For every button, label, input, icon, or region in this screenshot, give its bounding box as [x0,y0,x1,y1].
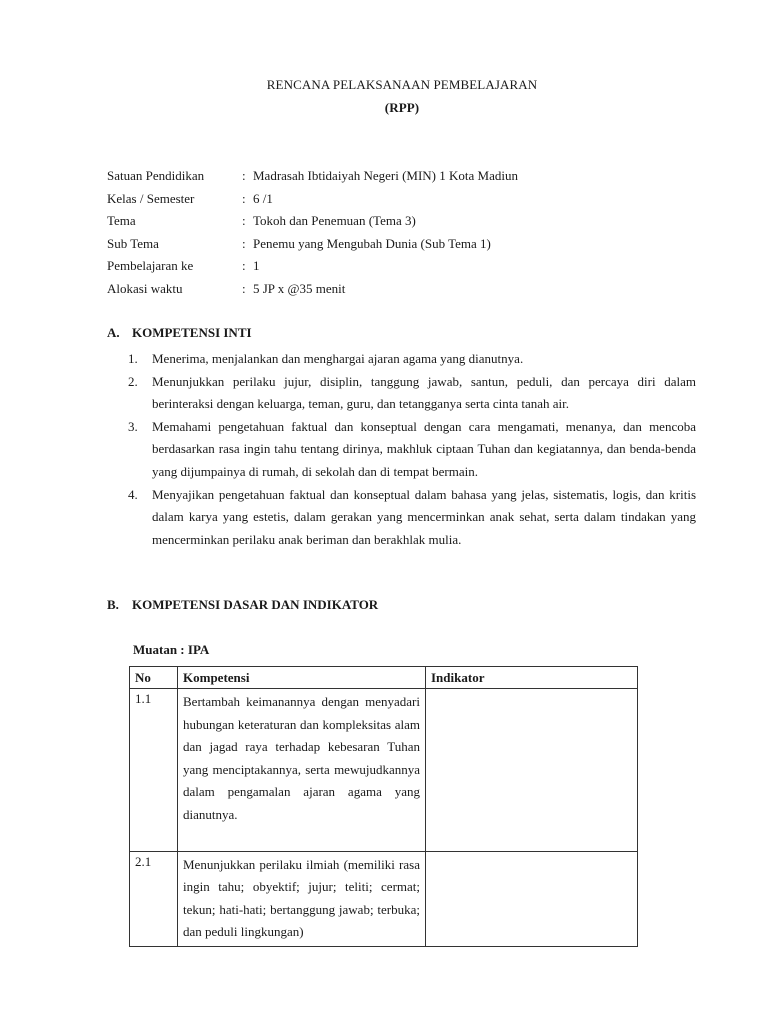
section-b-letter: B. [107,597,119,612]
identity-value: Tokoh dan Penemuan (Tema 3) [253,213,416,229]
section-a-title: KOMPETENSI INTI [132,325,252,340]
identity-label: Satuan Pendidikan [107,168,205,183]
identity-value: 1 [253,258,260,274]
document-title: RENCANA PELAKSANAAN PEMBELAJARAN [266,77,538,92]
header-no: No [130,667,178,689]
list-item-text: Memahami pengetahuan faktual dan konseptual dengan cara mengamati, menanya, dan mencoba berdasarkan rasa ingin tahu tentang dirinya, makhluk ciptaan Tuhan dan kegiatannya, dan benda-benda yang dijumpainya di rumah, di sekolah dan di tempat bermain. [152,418,696,479]
identity-value: 5 JP x @35 menit [253,280,346,296]
kompetensi-text: Bertambah keimanannya dengan menyadari hubungan keteraturan dan kompleksitas alam dan jagad raya terhadap kebesaran Tuhan yang menciptakannya, serta mewujudkannya dalam pengamalan ajaran agama yang dianutnya. [183,694,420,822]
list-item [128,371,696,416]
identity-colon: : [242,258,246,274]
section-a-heading [107,325,252,341]
list-item-text: Menunjukkan perilaku jujur, disiplin, tanggung jawab, santun, peduli, dan percaya diri dalam berinteraksi dengan keluarga, teman, guru, dan tetangganya serta cinta tanah air. [152,373,696,412]
cell-no: 2.1 [130,851,178,946]
kompetensi-text: Menunjukkan perilaku ilmiah (memiliki rasa ingin tahu; obyektif; jujur; teliti; cermat; tekun; hati-hati; bertanggung jawab; terbuka; dan peduli lingkungan) [183,856,420,940]
cell-indikator [426,851,638,946]
spacer [183,827,420,849]
identity-label: Tema [107,213,136,229]
identity-colon: : [242,213,246,229]
list-item-text: Menyajikan pengetahuan faktual dan konseptual dalam bahasa yang jelas, sistematis, logis, dan kritis dalam karya yang estetis, dalam gerakan yang mencerminkan anak sehat, serta dalam tindakan yang mencerminkan perilaku anak beriman dan berakhlak mulia. [152,486,696,547]
section-a-letter: A. [107,325,120,340]
list-item-number: 3. [128,418,138,434]
list-item-text: Menerima, menjalankan dan menghargai ajaran agama yang dianutnya. [152,351,524,366]
identity-row [107,235,667,258]
header-kompetensi: Kompetensi [178,667,426,689]
list-item [128,416,696,484]
identity-value: 6 /1 [253,190,273,206]
identity-label: Pembelajaran ke [107,258,194,274]
kompetensi-inti-list [128,348,696,551]
identity-colon: : [242,235,246,251]
section-b-title: KOMPETENSI DASAR DAN INDIKATOR [132,597,379,612]
identity-label: Sub Tema [107,235,159,251]
identity-colon: : [242,280,246,296]
list-item-number: 2. [128,373,138,389]
kompetensi-dasar-table [129,666,638,947]
identity-value: Penemu yang Mengubah Dunia (Sub Tema 1) [253,235,491,251]
identity-row [107,190,667,213]
list-item-number: 1. [128,351,138,366]
section-b-heading [107,597,378,613]
identity-label: Kelas / Semester [107,190,195,206]
cell-no: 1.1 [130,689,178,852]
document-subtitle: (RPP) [384,100,420,115]
table-header-row [130,667,638,689]
identity-value: Madrasah Ibtidaiyah Negeri (MIN) 1 Kota Madiun [253,168,518,183]
identity-table [107,167,667,303]
list-item [128,484,696,552]
identity-row [107,257,667,280]
identity-label: Alokasi waktu [107,280,183,296]
header-indikator: Indikator [426,667,638,689]
identity-colon: : [242,190,246,206]
identity-row [107,280,667,303]
cell-kompetensi [178,689,426,852]
list-item-number: 4. [128,486,138,502]
table-row [130,851,638,946]
identity-row [107,212,667,235]
identity-row [107,167,667,190]
muatan-label: Muatan : IPA [133,642,210,657]
table-row [130,689,638,852]
cell-indikator [426,689,638,852]
identity-colon: : [242,168,246,183]
list-item [128,348,696,371]
cell-kompetensi [178,851,426,946]
